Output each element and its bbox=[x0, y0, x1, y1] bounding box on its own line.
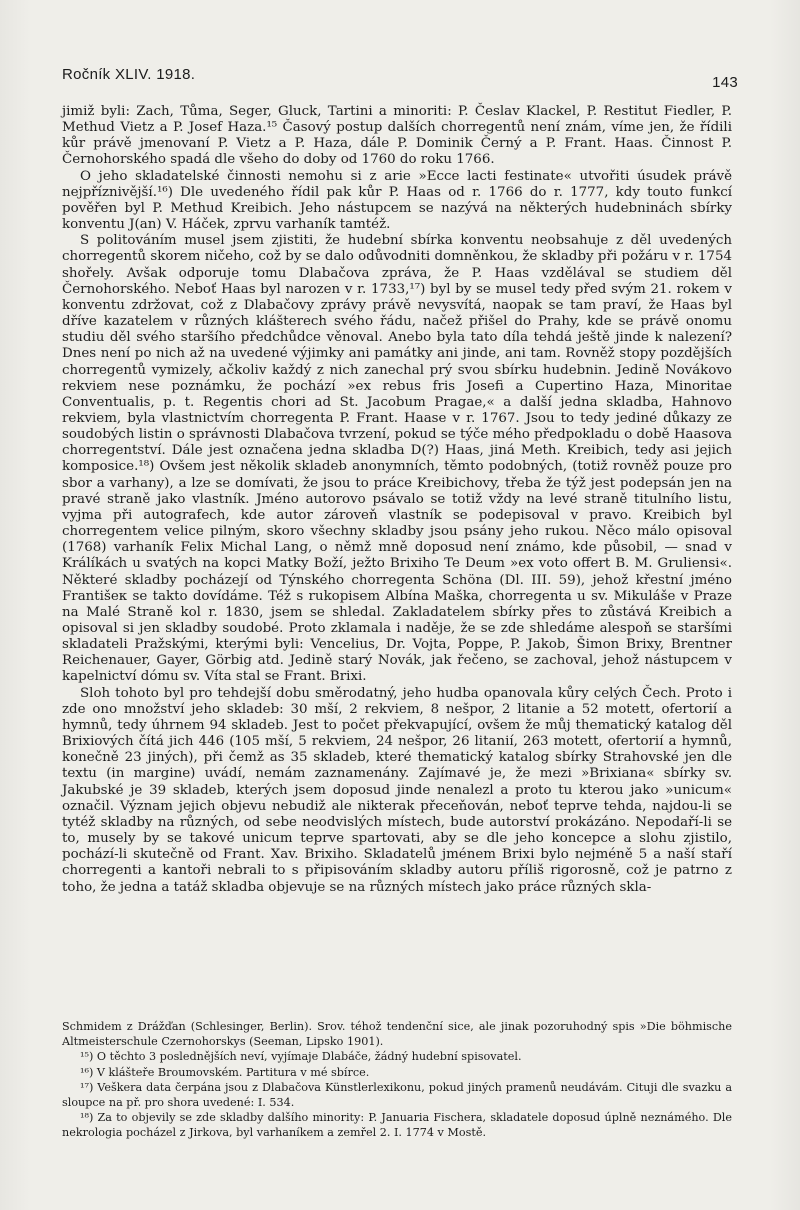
footnote: ¹⁷) Veškera data čerpána jsou z Dlabačova Künstlerlexikonu, pokud jiných pramenů neudávám. Cituji dle svazku a sloupce na př. pro shora uvedené: I. 534. bbox=[62, 1080, 732, 1110]
running-head: Ročník XLIV. 1918. bbox=[62, 66, 196, 83]
paragraph: S politováním musel jsem zjistiti, že hudební sbírka konventu neobsahuje z děl uvedených chorregentů skorem ničeho, což by se dalo odůvodniti domněnkou, že skladby při požáru v r. 1754 shořely. Avšak odporuje tomu Dlabačova zpráva, že P. Haas vzdělával se studiem děl Černohorského. Neboť Haas byl narozen v r. 1733,¹⁷) byl by se musel tedy před svým 21. rokem v konventu zdržovat, což z Dlabačovy zprávy právě nevysvítá, naopak se tam praví, že Haas byl dříve kazatelem v různých klášterech svého řádu, načež přišel do Prahy, kde se právě onomu studiu děl svého staršího předchůdce věnoval. Anebo byla tato díla tehdá ještě jinde k nalezení? Dnes není po nich až na uvedené výjimky ani památky ani jinde, ani tam. Rovněž stopy pozdějších chorregentů vymizely, ačkoliv každý z nich zanechal prý svou sbírku hudebnin. Jedině Novákovo rekviem nese poznámku, že pochází »ex rebus fris Josefi a Cupertino Haza, Minoritae Conventualis, p. t. Regentis chori ad St. Jacobum Pragae,« a další jedna skladba, Hahnovo rekviem, byla vlastnictvím chorregenta P. Frant. Haase v r. 1767. Jsou to tedy jediné důkazy ze soudobých listin o správnosti Dlabačova tvrzení, pokud se týče mého předpokladu o době Haasova chorregentství. Dále jest označena jedna skladba D(?) Haas, jiná Meth. Kreibich, tedy asi jejich komposice.¹⁸) Ovšem jest několik skladeb anonymních, těmto podobných, (totiž rovněž pouze pro sbor a varhany), a lze se domívati, že jsou to práce Kreibichovy, třeba že týž jest podepsán jen na pravé straně jako vlastník. Jméno autorovo psávalo se totiž vždy na levé straně titulního listu, vyjma při autografech, kde autor zároveň vlastník se podepisoval v pravo. Kreibich byl chorregentem velice pilným, skoro všechny skladby jsou psány jeho rukou. Něco málo opisoval (1768) varhaník Felix Michal Lang, o němž mně doposud není známo, kde působil, — snad v Králíkách u svatých na kopci Matky Boží, ježto Brixiho Te Deum »ex voto offert B. M. Gruliensi«. Některé skladby pocházejí od Týnského chorregenta Schöna (Dl. III. 59), jehož křestní jméno Františeк se takto dovídáme. Též s rukopisem Albína Maška, chorregenta u sv. Mikuláše v Praze na Malé Straně kol r. 1830, jsem se shledal. Zakladatelem sbírky přes to zůstává Kreibich a opisoval si jen skladby soudobé. Proto zklamala i naděje, že se zde shledáme alespoň se staršími skladateli Pražskými, kterými byli: Vencelius, Dr. Vojta, Poppe, P. Jakob, Šimon Brixy, Brentner Reichenauer, Gayer, Görbig atd. Jedině starý Novák, jak řečeno, se zachoval, jehož nástupcem v kapelnictví dómu sv. Víta stal se Frant. Brixi. bbox=[62, 233, 732, 685]
footnote-continuation: Schmidem z Drážďan (Schlesinger, Berlin). Srov. téhož tendenční sice, ale jinak pozoruhodný spis »Die böhmische Altmeisterschule Czernohorskys (Seeman, Lipsko 1901). bbox=[62, 1020, 732, 1049]
body-text bbox=[62, 104, 732, 896]
page-number: 143 bbox=[712, 74, 738, 91]
footnotes bbox=[62, 1019, 732, 1141]
footnote: ¹⁶) V klášteře Broumovském. Partitura v mé sbírce. bbox=[80, 1065, 370, 1079]
footnote: ¹⁸) Za to objevily se zde skladby dalšího minority: P. Januaria Fischera, skladatele doposud úplně neznámého. Dle nekrologia pocházel z Jirkova, byl varhaníkem a zemřel 2. I. 1774 v Mostě. bbox=[62, 1111, 732, 1140]
paragraph: Sloh tohoto byl pro tehdejší dobu směrodatný, jeho hudba opanovala kůry celých Čech. Proto i zde ono množství jeho skladeb: 30 mší, 2 rekviem, 8 nešpor, 2 litanie a 52 motett, ofertorií a hymnů, tedy úhrnem 94 skladeb. Jest to počet překvapující, ovšem že můj thematický katalog děl Brixiových čítá jich 446 (105 mší, 5 rekviem, 24 nešpor, 26 litanií, 263 motett, ofertorií a hymnů, konečně 23 jiných), při čemž as 35 skladeb, které thematický katalog sbírky Strahovské jen dle textu (in margine) uvádí, nemám zaznamenány. Zajímavé je, že mezi »Brixiana« sbírky sv. Jakubské je 39 skladeb, kterých jsem doposud jinde nenalezl a proto tu kterou jako »unicum« označil. Význam jejich objevu nebudiž ale nikterak přeceňován, neboť teprve tehda, najdou-li se tytéž skladby na různých, od sebe neodvislých místech, bude autorství prokázáno. Nepodaří-li se to, musely by se takové unicum teprve spartovati, aby se dle jeho koncepce a slohu zjistilo, pochází-li skutečně od Frant. Xav. Brixiho. Skladatelů jménem Brixi bylo nejméně 5 a naší staří chorregenti a kantoři nebrali to s připisováním skladby autoru příliš rigorosně, což je patrno z toho, že jedna a tatáž skladba objevuje se na různých místech jako práce různých skla- bbox=[62, 685, 732, 895]
paragraph: O jeho skladatelské činnosti nemohu si z arie »Ecce lacti festinate« utvořiti úsudek právě nejpříznivější.¹⁶) Dle uvedeného řídil pak kůr P. Haas od r. 1766 do r. 1777, kdy touto funkcí pověřen byl P. Methud Kreibich. Jeho nástupcem se nazývá na některých hudebninách sbírky konventu J(an) V. Háček, zprvu varhaník tamtéž. bbox=[62, 168, 732, 233]
page-header bbox=[62, 66, 738, 90]
paragraph: jimiž byli: Zach, Tůma, Seger, Gluck, Tartini a minoriti: P. Česlav Klackel, P. Restitut Fiedler, P. Methud Vietz a P. Josef Haza.¹⁵ Časový postup dalších chorregentů není znám, víme jen, že řídili kůr právě jmenovaní P. Vietz a P. Haza, dále P. Dominik Černý a P. Frant. Haas. Činnost P. Černohorského spadá dle všeho do doby od 1760 do roku 1766. bbox=[62, 104, 732, 168]
footnote: ¹⁵) O těchto 3 posledněјších neví, vyjímaje Dlabáče, žádný hudební spisovatel. bbox=[80, 1050, 522, 1064]
